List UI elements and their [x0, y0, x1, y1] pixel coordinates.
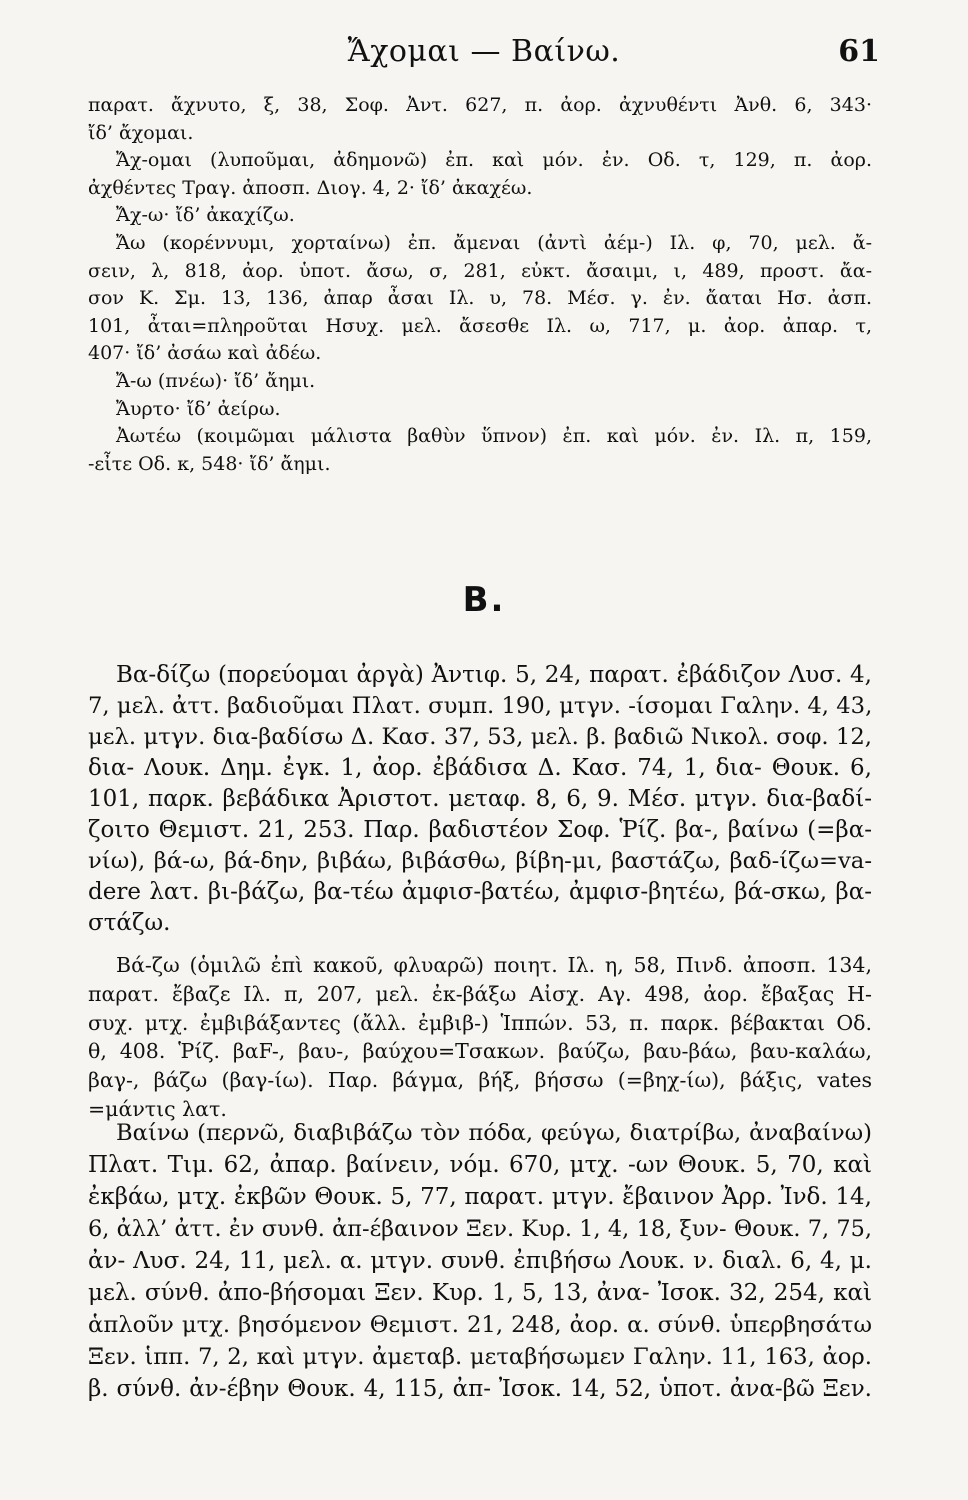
text-line: συχ. μτχ. ἐμβιβάξαντες (ἄλλ. ἐμβιβ-) Ἱππών. 53, π. παρκ. βέβακται Οδ.: [88, 1010, 872, 1035]
entries-alpha: [88, 92, 872, 478]
text-line: -εἶτε Οδ. κ, 548· ἴδ’ ἄημι.: [88, 452, 331, 475]
text-line: Ἄ-ω (πνέω)· ἴδ’ ἄημι.: [116, 369, 316, 392]
text-line: 101, παρκ. βεβάδικα Ἀριστοτ. μεταφ. 8, 6, 9. Μέσ. μτγν. δια-βαδί-: [88, 786, 872, 812]
text-line: 7, μελ. ἀττ. βαδιοῦμαι Πλατ. συμπ. 190, μτγν. -ίσομαι Γαλην. 4, 43,: [88, 693, 873, 719]
text-line: ἴδ’ ἄχομαι.: [88, 121, 194, 144]
text-line: β. σύνθ. ἀν-έβην Θουκ. 4, 115, ἀπ- Ἰσοκ. 14, 52, ὑποτ. ἀνα-βῶ Ξεν.: [88, 1376, 872, 1402]
text-line: Ἄχ-ω· ἴδ’ ἀκαχίζω.: [116, 204, 295, 227]
section-letter: B.: [462, 580, 506, 620]
text-line: ζοιτο Θεμιστ. 21, 253. Παρ. βαδιστέον Σοφ. Ῥίζ. βα-, βαίνω (=βα-: [88, 817, 872, 843]
text-line: ἁπλοῦν μτχ. βησόμενον Θεμιστ. 21, 248, ἀορ. α. σύνθ. ὑπερβησάτω: [88, 1312, 872, 1338]
text-line: μελ. μτγν. δια-βαδίσω Δ. Κασ. 37, 53, μελ. β. βαδιῶ Νικολ. σοφ. 12,: [88, 724, 872, 750]
text-line: στάζω.: [88, 910, 171, 936]
text-line: Ξεν. ἱππ. 7, 2, καὶ μτγν. ἀμεταβ. μεταβήσωμεν Γαλην. 11, 163, ἀορ.: [88, 1344, 872, 1370]
text-line: Ἄω (κορέννυμι, χορταίνω) ἐπ. ἄμεναι (ἀντὶ ἀέμ-) Ιλ. φ, 70, μελ. ἄ-: [116, 231, 872, 254]
running-title: Ἄχομαι — Βαίνω.: [347, 34, 621, 69]
text-line: 101, ἆται=πληροῦται Ησυχ. μελ. ἄσεσθε Ιλ. ω, 717, μ. ἀορ. ἀπαρ. τ,: [88, 314, 872, 337]
text-line: δια- Λουκ. Δημ. ἐγκ. 1, ἀορ. ἐβάδισα Δ. Κασ. 74, 1, δια- Θουκ. 6,: [88, 755, 872, 781]
text-line: θ, 408. Ῥίζ. βαF-, βαυ-, βαύχου=Τσακων. βαύζω, βαυ-βάω, βαυ-καλάω,: [88, 1039, 872, 1064]
text-line: σειν, λ, 818, ἀορ. ὑποτ. ἄσω, σ, 281, εὐκτ. ἄσαιμι, ι, 489, προστ. ἄα-: [88, 259, 872, 282]
text-line: βαγ-, βάζω (βαγ-ίω). Παρ. βάγμα, βήξ, βήσσω (=βηχ-ίω), βάξις, vates: [88, 1068, 872, 1093]
text-line: Πλατ. Τιμ. 62, ἀπαρ. βαίνειν, νόμ. 670, μτχ. -ων Θουκ. 5, 70, καὶ: [88, 1152, 872, 1178]
text-line: dere λατ. βι-βάζω, βα-τέω ἀμφισ-βατέω, ἀμφισ-βητέω, βά-σκω, βα-: [88, 879, 872, 905]
text-line: =μάντις λατ.: [88, 1096, 227, 1121]
text-line: Ἄχ-ομαι (λυποῦμαι, ἀδημονῶ) ἐπ. καὶ μόν. ἐν. Οδ. τ, 129, π. ἀορ.: [116, 149, 872, 172]
text-line: παρατ. ἔβαζε Ιλ. π, 207, μελ. ἐκ-βάξω Αἰσχ. Αγ. 498, ἀορ. ἔβαξας Η-: [88, 981, 872, 1006]
text-line: Βαίνω (περνῶ, διαβιβάζω τὸν πόδα, φεύγω, διατρίβω, ἀναβαίνω): [116, 1120, 872, 1146]
entries-beta-1: [88, 660, 872, 939]
entries-beta-3: [88, 1117, 872, 1405]
page-header: [88, 30, 880, 84]
text-line: ἀχθέντες Τραγ. ἀποσπ. Διογ. 4, 2· ἴδ’ ἀκαχέω.: [88, 176, 533, 199]
text-line: Βά-ζω (ὁμιλῶ ἐπὶ κακοῦ, φλυαρῶ) ποιητ. Ιλ. η, 58, Πινδ. ἀποσπ. 134,: [116, 953, 872, 977]
text-line: ἀν- Λυσ. 24, 11, μελ. α. μτγν. συνθ. ἐπιβήσω Λουκ. ν. διαλ. 6, 4, μ.: [88, 1248, 872, 1274]
page-number: 61: [838, 34, 880, 69]
entries-beta-2: [88, 951, 872, 1124]
text-line: ἐκβάω, μτχ. ἐκβῶν Θουκ. 5, 77, παρατ. μτγν. ἔβαινον Ἀρρ. Ἰνδ. 14,: [88, 1184, 872, 1210]
text-line: νίω), βά-ω, βά-δην, βιβάω, βιβάσθω, βίβη-μι, βαστάζω, βαδ-ίζω=va-: [88, 848, 872, 874]
text-line: 407· ἴδ’ ἀσάω καὶ ἀδέω.: [88, 342, 322, 365]
text-line: παρατ. ἄχνυτο, ξ, 38, Σοφ. Ἀντ. 627, π. ἀορ. ἀχνυθέντι Ἀνθ. 6, 343·: [88, 94, 872, 116]
text-line: 6, ἀλλ’ ἀττ. ἐν συνθ. ἀπ-έβαινον Ξεν. Κυρ. 1, 4, 18, ξυν- Θουκ. 7, 75,: [88, 1216, 872, 1242]
text-line: Ἀωτέω (κοιμῶμαι μάλιστα βαθὺν ὕπνον) ἐπ. καὶ μόν. ἐν. Ιλ. π, 159,: [116, 425, 872, 448]
text-line: Ἄυρτο· ἴδ’ ἀείρω.: [116, 397, 281, 420]
text-line: Βα-δίζω (πορεύομαι ἀργὰ) Ἀντιφ. 5, 24, παρατ. ἐβάδιζον Λυσ. 4,: [116, 662, 872, 688]
text-line: σον Κ. Σμ. 13, 136, ἀπαρ ἆσαι Ιλ. υ, 78. Μέσ. γ. ἐν. ἄαται Ησ. ἀσπ.: [88, 287, 872, 310]
text-line: μελ. σύνθ. ἀπο-βήσομαι Ξεν. Κυρ. 1, 5, 13, ἀνα- Ἰσοκ. 32, 254, καὶ: [88, 1280, 872, 1306]
